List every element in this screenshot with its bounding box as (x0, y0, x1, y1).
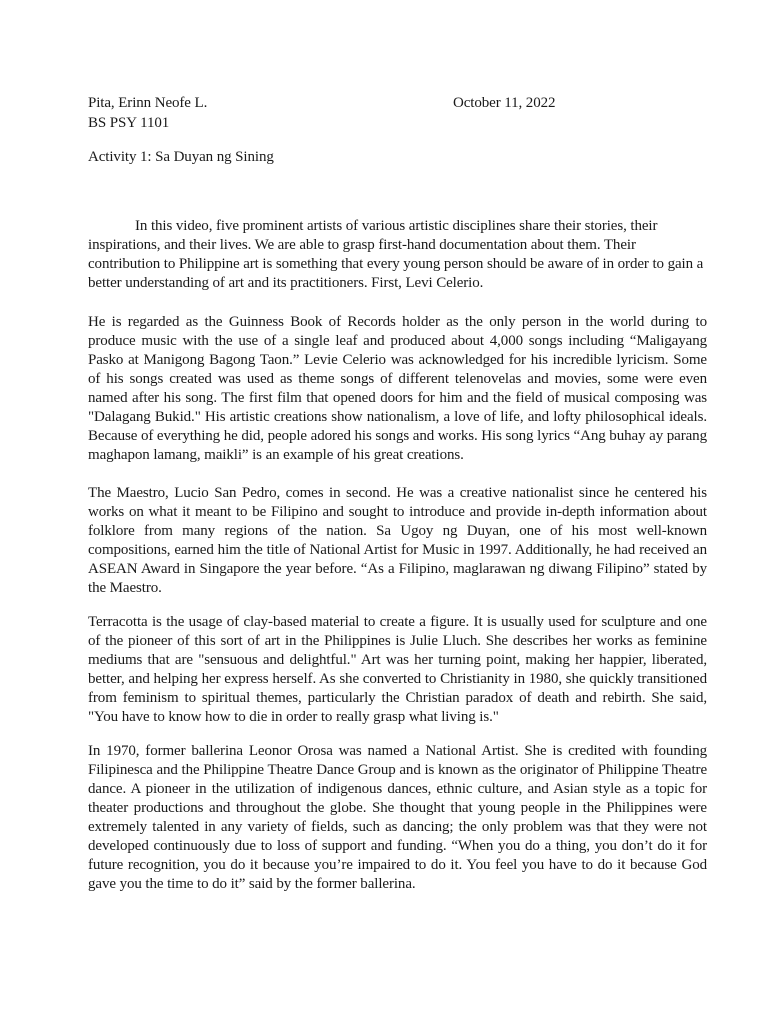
header-row (88, 94, 708, 114)
paragraph-leonor-orosa: In 1970, former ballerina Leonor Orosa was named a National Artist. She is credited with founding Filipinesca and the Philippine Theatre Dance Group and is known as the originator of Philippine Theatre dance. A pioneer in the utilization of indigenous dances, ethnic culture, and Asian style as a topic for theater productions and throughout the globe. She thought that young people in the Philippines were extremely talented in any variety of fields, such as dancing; the only problem was that they were not developed continuously due to loss of support and funding. “When you do a thing, you don’t do it for future recognition, you do it because you’re impaired to do it. You feel you have to do it because God gave you the time to do it” said by the former ballerina. (88, 743, 707, 892)
document-body (88, 217, 707, 894)
paragraph-julie-lluch: Terracotta is the usage of clay-based material to create a figure. It is usually used for sculpture and one of the pioneer of this sort of art in the Philippines is Julie Lluch. She describes her works as feminine mediums that are "sensuous and delightful." Art was her turning point, making her happier, liberated, better, and helping her express herself. As she converted to Christianity in 1980, she quickly transitioned from feminism to spiritual themes, particularly the Christian paradox of death and rebirth. She said, "You have to know how to die in order to really grasp what living is." (88, 614, 707, 725)
paragraph-intro: In this video, five prominent artists of various artistic disciplines share their stories, their inspirations, and their lives. We are able to grasp first-hand documentation about them. Their contribution to Philippine art is something that every young person should be aware of in order to gain a better understanding of art and its practitioners. First, Levi Celerio. (88, 218, 704, 291)
paragraph-levi-celerio: He is regarded as the Guinness Book of Records holder as the only person in the world during to produce music with the use of a single leaf and produced about 4,000 songs including “Maligayang Pasko at Manigong Bagong Taon.” Levie Celerio was acknowledged for his incredible lyricism. Some of his songs created was used as theme songs of different telenovelas and movies, some were even named after his song. The first film that opened doors for him and the field of musical composing was "Dalagang Bukid." His artistic creations show nationalism, a love of life, and lofty philosophical ideals. Because of everything he did, people adored his songs and works. His song lyrics “Ang buhay ay parang maghapon lamang, maikli” is an example of his great creations. (88, 314, 707, 463)
activity-title: Activity 1: Sa Duyan ng Sining (88, 149, 274, 165)
author-name: Pita, Erinn Neofe L. (88, 95, 208, 111)
paragraph-lucio-san-pedro: The Maestro, Lucio San Pedro, comes in second. He was a creative nationalist since he centered his works on what it meant to be Filipino and sought to introduce and provide in-depth information about folklore from many regions of the nation. Sa Ugoy ng Duyan, one of his most well-known compositions, earned him the title of National Artist for Music in 1997. Additionally, he had received an ASEAN Award in Singapore the year before. “As a Filipino, maglarawan ng diwang Filipino” stated by the Maestro. (88, 485, 707, 596)
document-header (88, 94, 708, 134)
document-date: October 11, 2022 (453, 95, 556, 111)
course-code: BS PSY 1101 (88, 115, 170, 131)
